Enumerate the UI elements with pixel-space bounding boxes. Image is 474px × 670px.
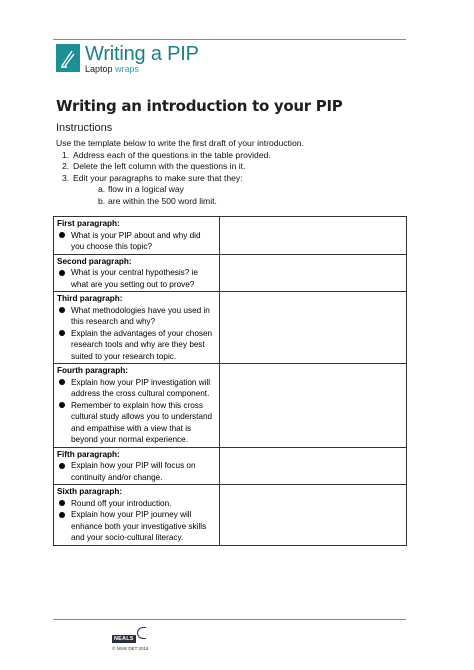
table-row xyxy=(54,217,407,255)
logo-title: Writing a PIP xyxy=(85,43,199,65)
paragraph-heading: Third paragraph: xyxy=(57,294,123,303)
list-item: 3. Edit your paragraphs to make sure that they: xyxy=(62,172,243,183)
paragraph-heading: Second paragraph: xyxy=(57,256,132,266)
bullet-item: Explain how your PIP investigation will address the cross cultural component. xyxy=(57,377,216,400)
answer-cell[interactable] xyxy=(220,217,407,255)
instructions-body xyxy=(56,138,416,208)
brand-label: NEALS xyxy=(114,636,134,642)
instructions-heading: Instructions xyxy=(56,122,113,134)
bullet-item: Round off your introduction. xyxy=(57,498,216,510)
footer-rule xyxy=(53,619,406,620)
bullet-item: Remember to explain how this cross cultural study allows you to understand and empathise with a view that is beyond your normal experience. xyxy=(57,400,216,446)
footer-logo xyxy=(112,627,149,651)
table-row xyxy=(54,364,407,448)
question-cell xyxy=(54,485,220,546)
answer-cell[interactable] xyxy=(220,447,407,485)
header-rule xyxy=(53,39,406,40)
pen-logo-icon xyxy=(56,44,80,72)
answer-cell[interactable] xyxy=(220,254,407,292)
list-subitem: a. flow in a logical way xyxy=(98,184,184,195)
question-cell xyxy=(54,364,220,448)
copyright-text: © NSW DET 2018 xyxy=(112,646,149,651)
bullet-item: What methodologies have you used in this research and why? xyxy=(57,305,216,328)
bullet-item: Explain how your PIP journey will enhance both your investigative skills and your socio-cultural literacy. xyxy=(57,509,216,544)
numbered-list xyxy=(56,150,416,208)
paragraph-heading: Fourth paragraph: xyxy=(57,366,128,375)
answer-cell[interactable] xyxy=(220,485,407,546)
answer-cell[interactable] xyxy=(220,364,407,448)
answer-cell[interactable] xyxy=(220,292,407,364)
question-cell xyxy=(54,292,220,364)
table-row xyxy=(54,447,407,485)
question-cell xyxy=(54,447,220,485)
logo-subtitle: Laptop wraps xyxy=(85,64,140,74)
template-table xyxy=(53,216,407,546)
paragraph-heading: First paragraph: xyxy=(57,219,120,228)
paragraph-heading: Sixth paragraph: xyxy=(57,487,123,496)
table-row xyxy=(54,254,407,292)
logo xyxy=(56,44,199,76)
instructions-lead: Use the template below to write the first draft of your introduction. xyxy=(56,138,304,148)
page-title: Writing an introduction to your PIP xyxy=(56,97,343,115)
table-row xyxy=(54,485,407,546)
list-item: 1. Address each of the questions in the table provided. xyxy=(62,149,271,160)
bullet-item: What is your PIP about and why did you choose this topic? xyxy=(57,230,216,253)
bullet-item: What is your central hypothesis? ie what are you setting out to prove? xyxy=(57,267,216,290)
list-subitem: b. are within the 500 word limit. xyxy=(98,195,217,206)
question-cell xyxy=(54,254,220,292)
question-cell xyxy=(54,217,220,255)
bullet-item: Explain the advantages of your chosen research tools and why are they best suited to your research topic. xyxy=(57,328,216,363)
curl-icon xyxy=(137,627,146,639)
table-row xyxy=(54,292,407,364)
bullet-item: Explain how your PIP will focus on continuity and/or change. xyxy=(57,460,216,483)
paragraph-heading: Fifth paragraph: xyxy=(57,449,120,459)
list-item: 2. Delete the left column with the questions in it. xyxy=(62,161,246,172)
